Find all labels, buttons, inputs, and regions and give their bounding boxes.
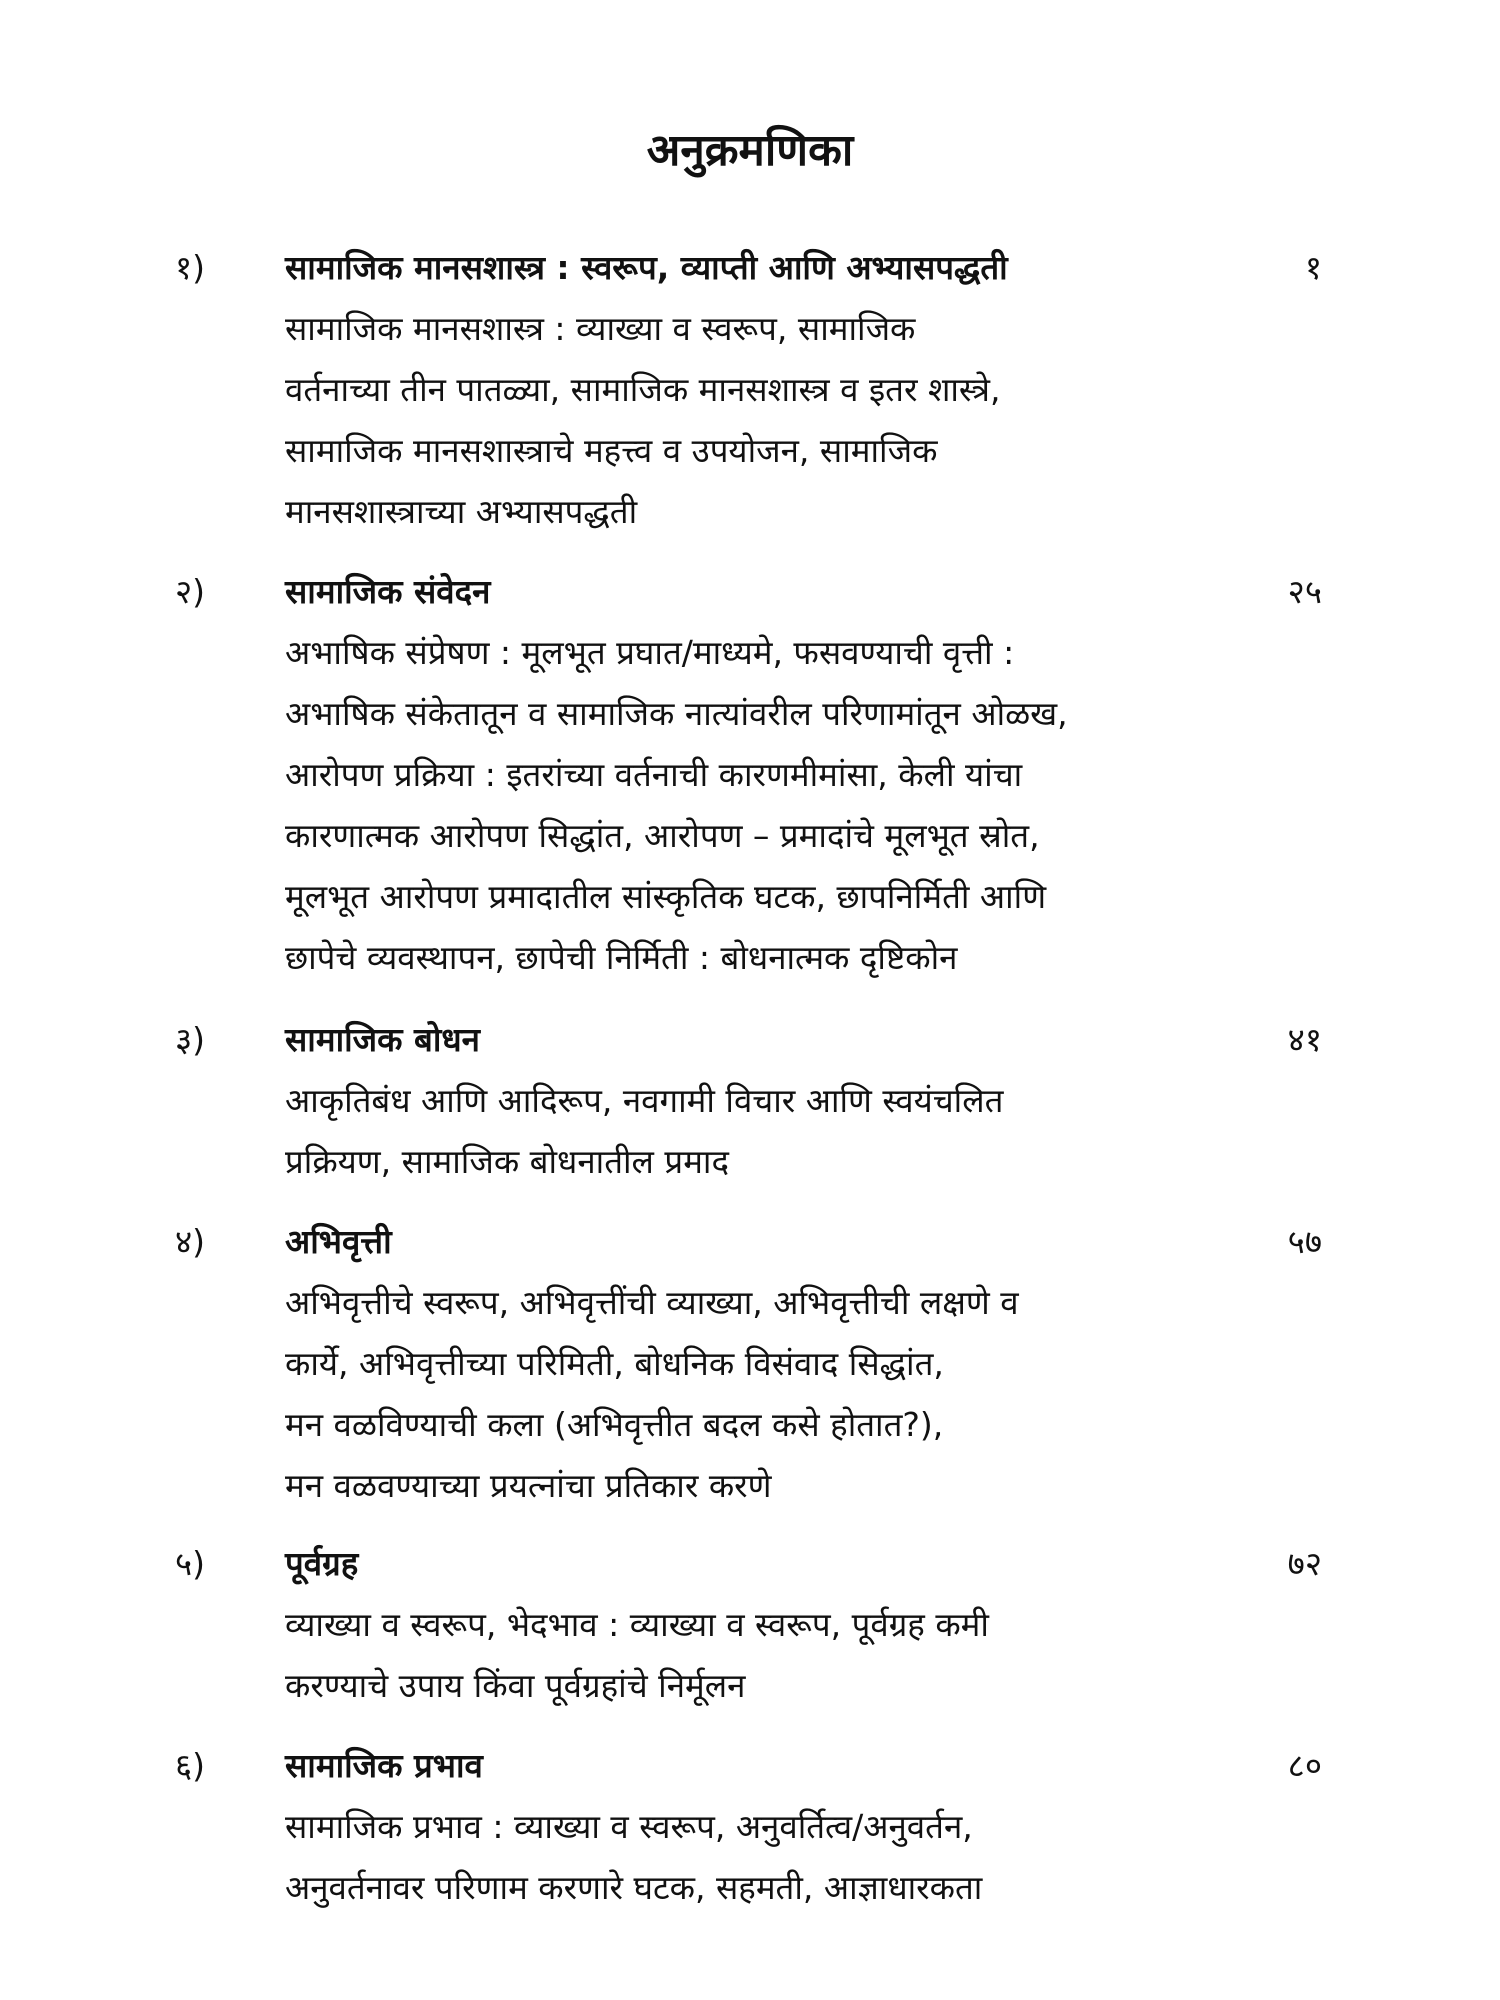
- entry-number: ५): [175, 1544, 206, 1583]
- entry-line: सामाजिक प्रभाव : व्याख्या व स्वरूप, अनुवर्तित्व/अनुवर्तन,: [285, 1807, 973, 1846]
- entry-line: वर्तनाच्या तीन पातळ्या, सामाजिक मानसशास्त्र व इतर शास्त्रे,: [285, 370, 1001, 409]
- entry-heading: सामाजिक मानसशास्त्र : स्वरूप, व्याप्ती आणि अभ्यासपद्धती: [285, 248, 1008, 287]
- entry-number: १): [175, 248, 206, 287]
- entry-line: अभाषिक संप्रेषण : मूलभूत प्रघात/माध्यमे, फसवण्याची वृत्ती :: [285, 633, 1015, 672]
- entry-line: मूलभूत आरोपण प्रमादातील सांस्कृतिक घटक, छापनिर्मिती आणि: [285, 877, 1047, 916]
- entry-description: [285, 1272, 1019, 1516]
- entry-line: सामाजिक मानसशास्त्र : व्याख्या व स्वरूप, सामाजिक: [285, 309, 916, 348]
- entry-line: आरोपण प्रक्रिया : इतरांच्या वर्तनाची कारणमीमांसा, केली यांचा: [285, 755, 1023, 794]
- entry-number: ६): [175, 1746, 206, 1785]
- entry-heading: अभिवृत्ती: [285, 1222, 392, 1261]
- entry-line: मन वळविण्याची कला (अभिवृत्तीत बदल कसे होतात?),: [285, 1405, 944, 1444]
- entry-line: कारणात्मक आरोपण सिद्धांत, आरोपण – प्रमादांचे मूलभूत स्रोत,: [285, 816, 1040, 855]
- entry-page-number: १: [1304, 248, 1322, 287]
- entry-number: ३): [175, 1020, 206, 1059]
- entry-description: [285, 1070, 1003, 1192]
- entry-line: मानसशास्त्राच्या अभ्यासपद्धती: [285, 492, 638, 531]
- entry-number: ४): [175, 1222, 206, 1261]
- entry-line: छापेचे व्यवस्थापन, छापेची निर्मिती : बोधनात्मक दृष्टिकोन: [285, 938, 958, 977]
- entry-number: २): [175, 572, 206, 611]
- entry-line: कार्ये, अभिवृत्तीच्या परिमिती, बोधनिक विसंवाद सिद्धांत,: [285, 1344, 944, 1383]
- entry-description: [285, 1594, 989, 1716]
- entry-line: प्रक्रियण, सामाजिक बोधनातील प्रमाद: [285, 1142, 729, 1181]
- entry-description: [285, 298, 1000, 542]
- entry-heading: सामाजिक प्रभाव: [285, 1746, 483, 1785]
- entry-heading: सामाजिक संवेदन: [285, 572, 491, 611]
- entry-description: [285, 622, 1068, 988]
- entry-page-number: ४१: [1287, 1020, 1322, 1059]
- page-title: अनुक्रमणिका: [646, 125, 854, 176]
- entry-line: व्याख्या व स्वरूप, भेदभाव : व्याख्या व स्वरूप, पूर्वग्रह कमी: [285, 1605, 989, 1644]
- entry-line: अभिवृत्तीचे स्वरूप, अभिवृत्तींची व्याख्या, अभिवृत्तीची लक्षणे व: [285, 1283, 1019, 1322]
- entry-line: आकृतिबंध आणि आदिरूप, नवगामी विचार आणि स्वयंचलित: [285, 1081, 1004, 1120]
- entry-page-number: ७२: [1287, 1544, 1322, 1583]
- entry-page-number: ५७: [1287, 1222, 1322, 1261]
- entry-page-number: २५: [1287, 572, 1322, 611]
- entry-description: [285, 1796, 982, 1918]
- entry-line: अनुवर्तनावर परिणाम करणारे घटक, सहमती, आज्ञाधारकता: [285, 1868, 983, 1907]
- entry-line: करण्याचे उपाय किंवा पूर्वग्रहांचे निर्मूलन: [285, 1666, 746, 1705]
- entry-heading: सामाजिक बोधन: [285, 1020, 481, 1059]
- entry-heading: पूर्वग्रह: [285, 1544, 359, 1583]
- entry-line: मन वळवण्याच्या प्रयत्नांचा प्रतिकार करणे: [285, 1466, 772, 1505]
- entry-line: अभाषिक संकेतातून व सामाजिक नात्यांवरील परिणामांतून ओळख,: [285, 694, 1068, 733]
- entry-page-number: ८०: [1287, 1746, 1322, 1785]
- entry-line: सामाजिक मानसशास्त्राचे महत्त्व व उपयोजन, सामाजिक: [285, 431, 938, 470]
